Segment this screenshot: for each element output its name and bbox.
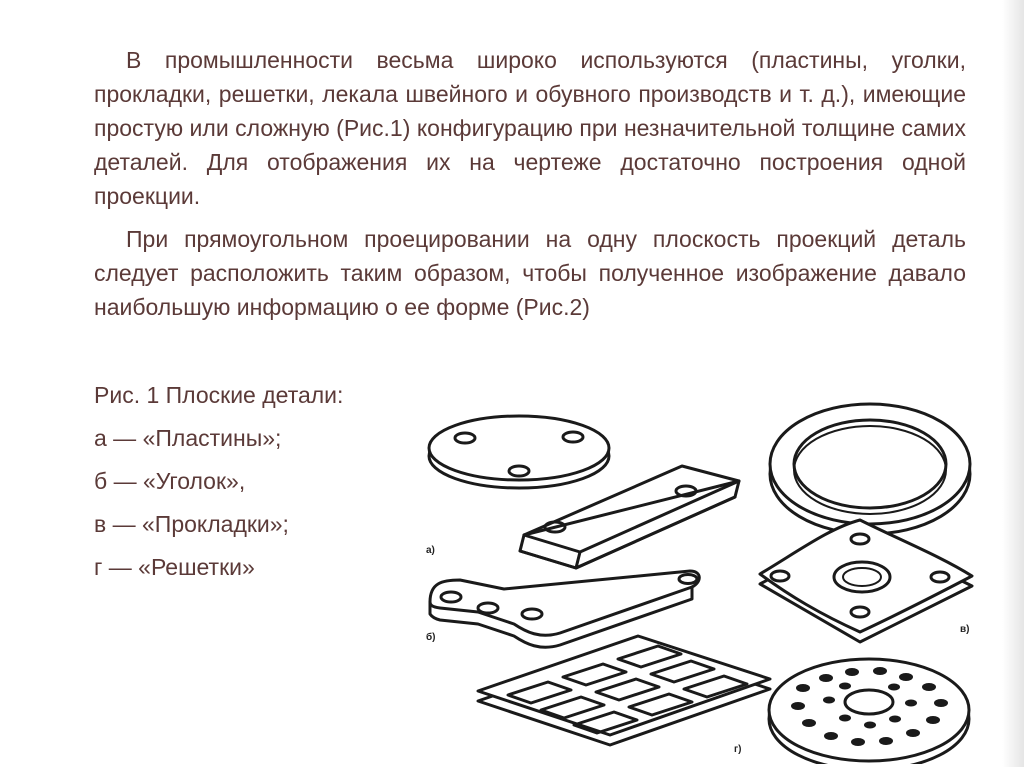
label-a: а)	[426, 545, 435, 556]
caption-title: Рис. 1 Плоские детали:	[94, 382, 344, 408]
body-text	[94, 43, 966, 324]
label-v: в)	[960, 624, 970, 635]
caption-item-v: в — «Прокладки»;	[94, 511, 289, 537]
paragraph-2: При прямоугольном проецировании на одну плоскость проекций деталь следует расположить таким образом, чтобы полученное изображение давало наибольшую информацию о ее форме (Рис.2)	[94, 226, 966, 320]
label-g: г)	[734, 744, 742, 755]
paragraph-1: В промышленности весьма широко используются (пластины, уголки, прокладки, решетки, лекала швейного и обувного производств и т. д.), имеющие простую или сложную (Рис.1) конфигурацию при незначительной толщине самих деталей. Для отображения их на чертеже достаточно построения одной проекции.	[94, 47, 966, 209]
caption-item-g: г — «Решетки»	[94, 554, 255, 580]
flat-parts-drawing	[418, 398, 978, 764]
round-plate	[429, 416, 609, 488]
label-b: б)	[426, 632, 436, 643]
square-gasket	[760, 520, 972, 642]
slide-edge-shadow	[1002, 0, 1024, 767]
figure-caption	[94, 374, 424, 589]
gasket-ring	[770, 404, 970, 534]
angle-bracket	[430, 571, 699, 647]
perforated-disc	[769, 659, 969, 764]
caption-item-b: б — «Уголок»,	[94, 468, 246, 494]
lattice-grid	[478, 636, 770, 745]
caption-item-a: а — «Пластины»;	[94, 425, 282, 451]
